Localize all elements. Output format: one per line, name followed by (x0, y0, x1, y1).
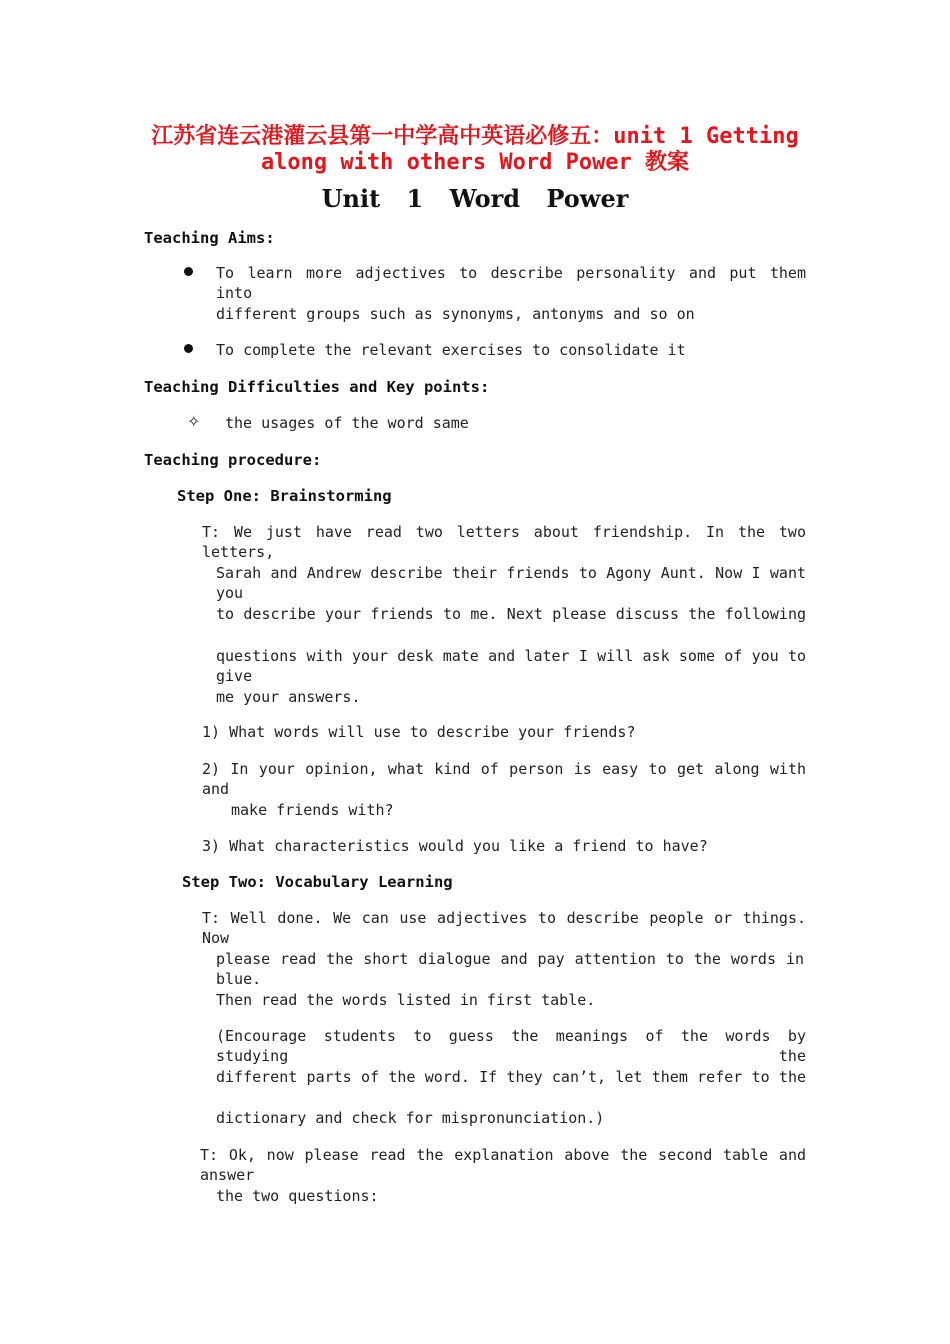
title-line-1: 江苏省连云港灌云县第一中学高中英语必修五：unit 1 Getting (151, 124, 799, 149)
question-2-line-1: 2) In your opinion, what kind of person is easy to get along with and (202, 760, 806, 798)
step1-para-line-1: T: We just have read two letters about friendship. In the two letters, (202, 523, 806, 561)
step2-para2-line-3: dictionary and check for mispronunciation.) (216, 1109, 605, 1127)
question-3: 3) What characteristics would you like a friend to have? (202, 837, 708, 855)
step2-para2-line-2: different parts of the word. If they can’t, let them refer to the (216, 1068, 806, 1086)
step2-para1-line-3: Then read the words listed in first table. (216, 991, 596, 1009)
step-two-heading: Step Two: Vocabulary Learning (182, 873, 453, 891)
step2-para1-line-2: please read the short dialogue and pay attention to the words in blue. (216, 950, 804, 988)
diamond-bullet-icon: ✧ (187, 412, 201, 431)
question-2-line-2: make friends with? (231, 801, 394, 819)
step2-para1-line-1: T: Well done. We can use adjectives to describe people or things. Now (202, 909, 806, 947)
aims-heading: Teaching Aims: (144, 229, 275, 247)
title-line-2: along with others Word Power 教案 (260, 150, 690, 175)
step2-para3-line-2: the two questions: (216, 1187, 379, 1205)
step-one-heading: Step One: Brainstorming (177, 487, 392, 505)
step1-para-line-4: questions with your desk mate and later I will ask some of you to give (216, 647, 806, 685)
aim-1-line-2: different groups such as synonyms, antonyms and so on (216, 305, 695, 323)
aim-2-line-1: To complete the relevant exercises to consolidate it (216, 341, 686, 359)
step1-para-line-3: to describe your friends to me. Next please discuss the following (216, 605, 806, 623)
bullet-dot-icon (184, 267, 193, 276)
step2-para3-line-1: T: Ok, now please read the explanation above the second table and answer (200, 1146, 806, 1184)
document-title (140, 124, 810, 176)
question-1: 1) What words will use to describe your friends? (202, 723, 636, 741)
step1-para-line-5: me your answers. (216, 688, 361, 706)
difficulties-item: the usages of the word same (225, 414, 469, 432)
difficulties-heading: Teaching Difficulties and Key points: (144, 378, 490, 396)
procedure-heading: Teaching procedure: (144, 451, 322, 469)
unit-subtitle: Unit 1 Word Power (321, 184, 629, 213)
bullet-dot-icon (184, 344, 193, 353)
aim-1-line-1: To learn more adjectives to describe personality and put them into (216, 264, 806, 302)
step1-para-line-2: Sarah and Andrew describe their friends to Agony Aunt. Now I want you (216, 564, 806, 602)
step2-para2-line-1: (Encourage students to guess the meanings of the words by studying the (216, 1027, 806, 1065)
